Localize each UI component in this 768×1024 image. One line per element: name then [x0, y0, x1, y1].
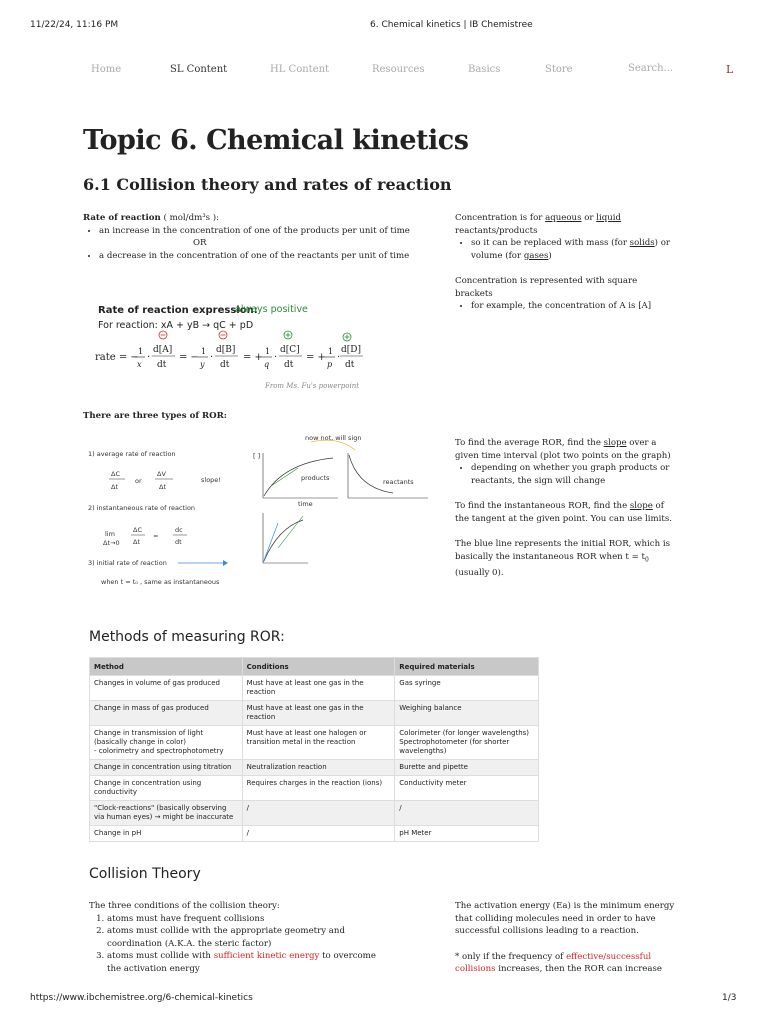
ror-text: To find the instantaneous ROR, find the — [455, 501, 630, 511]
svg-text:·: · — [210, 352, 214, 363]
ror-text: of the tangent at the given point. You can use limits. — [455, 501, 672, 524]
reactants-graph — [348, 453, 428, 498]
svg-text:= +: = + — [243, 352, 263, 363]
print-datetime: 11/22/24, 11:16 PM — [30, 20, 119, 30]
table-cell: pH Meter — [395, 826, 539, 842]
svg-text:y: y — [200, 360, 205, 369]
conc-text: so it can be replaced with mass (for — [471, 238, 630, 248]
nav-hl-content[interactable]: HL Content — [270, 64, 330, 75]
svg-text:dt: dt — [175, 538, 182, 546]
types-heading: There are three types of ROR: — [83, 411, 227, 421]
table-cell: Neutralization reaction — [242, 760, 395, 776]
nav-resources[interactable]: Resources — [372, 64, 425, 75]
methods-title: Methods of measuring ROR: — [89, 629, 285, 645]
ror-subscript: 0 — [645, 556, 649, 564]
type3-note: when t = t₀ , same as instantaneous — [101, 578, 220, 586]
table-cell: "Clock-reactions" (basically observing via human eyes) → might be inaccurate — [90, 801, 243, 826]
nav-sl-content[interactable]: SL Content — [170, 64, 228, 75]
svg-text:dt: dt — [345, 360, 355, 370]
svg-text:= −: = − — [179, 352, 199, 363]
svg-text:dt: dt — [157, 360, 167, 370]
svg-text:1: 1 — [328, 347, 334, 356]
link-aqueous[interactable]: aqueous — [545, 213, 582, 223]
table-row — [90, 760, 539, 776]
ror-types-image — [83, 428, 433, 598]
expr-note: always positive — [235, 304, 308, 315]
condition-3 — [107, 950, 379, 975]
conc-brackets: Concentration is represented with square brackets — [455, 276, 638, 299]
svg-text:d[A]: d[A] — [153, 345, 173, 355]
svg-text:d[B]: d[B] — [216, 345, 236, 355]
table-cell: Must have at least one gas in the reaction — [242, 676, 395, 701]
svg-text:d[D]: d[D] — [341, 345, 361, 355]
page-title: Topic 6. Chemical kinetics — [83, 125, 469, 156]
nav-basics[interactable]: Basics — [468, 64, 501, 75]
instantaneous-graph — [263, 513, 308, 563]
avg-bullet: • depending on whether you graph products or reactants, the sign will change — [471, 462, 680, 487]
cond-highlight: sufficient kinetic energy — [213, 951, 320, 961]
table-cell: Change in transmission of light (basically change in color) - colorimetry and spectrophotometry — [90, 726, 243, 760]
svg-text:ΔC: ΔC — [111, 470, 120, 478]
svg-text:Δt: Δt — [133, 538, 140, 546]
rate-definition — [83, 212, 413, 262]
table-cell: Gas syringe — [395, 676, 539, 701]
svg-text:dc: dc — [175, 526, 183, 534]
expr-caption: From Ms. Fu's powerpoint — [265, 382, 360, 390]
ea-text: * only if the frequency of — [455, 951, 567, 962]
svg-text:Δt: Δt — [159, 483, 166, 491]
conc-text: reactants/products — [455, 225, 538, 236]
print-title: 6. Chemical kinetics | IB Chemistree — [370, 20, 533, 30]
expr-heading: Rate of reaction expression: — [98, 305, 258, 316]
ea-highlight: effective/successful collisions — [455, 951, 652, 974]
link-solids[interactable]: solids — [629, 238, 655, 248]
link-gases[interactable]: gases — [523, 250, 549, 261]
svg-text:·: · — [274, 352, 278, 363]
svg-text:x: x — [137, 360, 142, 369]
ea-text: increases, then the ROR can increase — [495, 964, 663, 974]
ror-explanations — [455, 437, 680, 579]
table-cell: / — [242, 826, 395, 842]
table-cell: / — [242, 801, 395, 826]
table-header: Method — [90, 658, 243, 676]
section-title: 6.1 Collision theory and rates of reaction — [83, 175, 452, 194]
svg-text:1: 1 — [265, 347, 271, 356]
svg-text:=: = — [153, 532, 159, 540]
svg-text:= +: = + — [306, 352, 326, 363]
methods-table-wrap — [89, 657, 539, 842]
type3-label: 3) initial rate of reaction — [88, 559, 167, 567]
svg-text:ΔV: ΔV — [157, 470, 166, 478]
link-slope[interactable]: slope — [603, 438, 627, 448]
table-cell: Must have at least one halogen or transition metal in the reaction — [242, 726, 395, 760]
conc-bullet-1 — [471, 237, 675, 262]
rate-bullet-1: • an increase in the concentration of one of the products per unit of time — [99, 225, 413, 238]
collision-title: Collision Theory — [89, 866, 201, 882]
conc-text: Concentration is for — [455, 213, 546, 223]
svg-text:Δt: Δt — [111, 483, 118, 491]
table-row — [90, 801, 539, 826]
svg-text:q: q — [264, 360, 270, 369]
ror-text: The blue line represents the initial ROR, which is basically the instantaneous ROR when t = t — [455, 539, 671, 562]
table-row — [90, 826, 539, 842]
table-cell: Change in concentration using titration — [90, 760, 243, 776]
footer-page: 1/3 — [722, 993, 737, 1003]
products-label: products — [301, 474, 330, 482]
svg-text:lim: lim — [105, 530, 115, 538]
table-cell: Must have at least one gas in the reaction — [242, 701, 395, 726]
table-cell: Requires charges in the reaction (ions) — [242, 776, 395, 801]
table-row — [90, 676, 539, 701]
table-row — [90, 776, 539, 801]
table-cell: Conductivity meter — [395, 776, 539, 801]
link-liquid[interactable]: liquid — [596, 213, 622, 223]
table-header: Required materials — [395, 658, 539, 676]
rate-expression-svg — [83, 293, 368, 395]
rate-units: ( mol/dm³s ): — [160, 213, 220, 223]
table-cell: Colorimeter (for longer wavelengths) Spectrophotometer (for shorter wavelengths) — [395, 726, 539, 760]
ror-text: To find the average ROR, find the — [455, 438, 604, 448]
search-input[interactable]: Search... — [628, 63, 674, 74]
rate-label: Rate of reaction — [83, 213, 161, 223]
table-header: Conditions — [242, 658, 395, 676]
conc-bullet-2: • for example, the concentration of A is [A] — [471, 300, 675, 313]
table-cell: / — [395, 801, 539, 826]
nav-store[interactable]: Store — [545, 64, 573, 75]
table-cell: Change in mass of gas produced — [90, 701, 243, 726]
rate-or: OR — [193, 238, 207, 248]
footer-url: https://www.ibchemistree.org/6-chemical-kinetics — [30, 993, 253, 1003]
reactants-label: reactants — [383, 478, 414, 486]
rate-expression-image — [83, 293, 368, 395]
methods-table — [89, 657, 539, 842]
svg-text:·: · — [337, 352, 341, 363]
table-cell: Weighing balance — [395, 701, 539, 726]
type2-label: 2) instantaneous rate of reaction — [88, 504, 196, 512]
ror-types-svg — [83, 428, 433, 598]
login-icon[interactable]: L — [726, 63, 734, 76]
table-row — [90, 701, 539, 726]
rate-equation — [95, 345, 363, 370]
table-cell: Changes in volume of gas produced — [90, 676, 243, 701]
rate-bullet-2: • a decrease in the concentration of one of the reactants per unit of time — [99, 250, 413, 263]
collision-intro: The three conditions of the collision theory: — [89, 901, 280, 911]
type1-label: 1) average rate of reaction — [88, 450, 176, 458]
conc-text: ) — [548, 250, 552, 261]
svg-text:1: 1 — [201, 347, 207, 356]
svg-text:rate = −: rate = − — [95, 352, 139, 363]
condition-2: 2. atoms must collide with the appropriate geometry and coordination (A.K.A. the steric factor) — [107, 925, 379, 950]
svg-text:dt: dt — [220, 360, 230, 370]
slope-note: slope! — [201, 476, 221, 484]
svg-text:1: 1 — [138, 347, 144, 356]
conc-text: or — [581, 213, 597, 223]
axis-y-label: [ ] — [253, 452, 261, 460]
table-cell: Burette and pipette — [395, 760, 539, 776]
svg-text:d[C]: d[C] — [280, 345, 300, 355]
cond-text: to overcome the activation energy — [107, 951, 376, 974]
collision-conditions — [89, 900, 379, 975]
svg-text:dt: dt — [284, 360, 294, 370]
activation-energy — [455, 900, 680, 976]
link-slope[interactable]: slope — [629, 501, 653, 511]
expr-reaction: For reaction: xA + yB → qC + pD — [98, 320, 254, 331]
svg-text:·: · — [147, 352, 151, 363]
cond-text: atoms must collide with — [107, 951, 214, 961]
svg-text:p: p — [327, 360, 333, 369]
ror-text: over a given time interval (plot two points on the graph) — [455, 438, 671, 461]
table-cell: Change in concentration using conductivity — [90, 776, 243, 801]
ror-text: (usually 0). — [455, 567, 504, 578]
svg-text:Δt→0: Δt→0 — [103, 539, 120, 547]
sign-note: now not, will sign — [305, 434, 362, 442]
condition-1: 1. atoms must have frequent collisions — [107, 913, 379, 926]
conc-text: ) or volume (for — [471, 238, 671, 261]
table-cell: Change in pH — [90, 826, 243, 842]
axis-x-label: time — [298, 500, 313, 508]
ea-definition: The activation energy (Ea) is the minimum energy that colliding molecules need in order to have successful collisions leading to a reaction. — [455, 901, 675, 936]
svg-text:or: or — [135, 477, 142, 485]
svg-text:ΔC: ΔC — [133, 526, 142, 534]
nav-home[interactable]: Home — [91, 64, 122, 75]
table-row — [90, 726, 539, 760]
products-graph — [253, 434, 362, 508]
concentration-notes — [455, 212, 675, 313]
